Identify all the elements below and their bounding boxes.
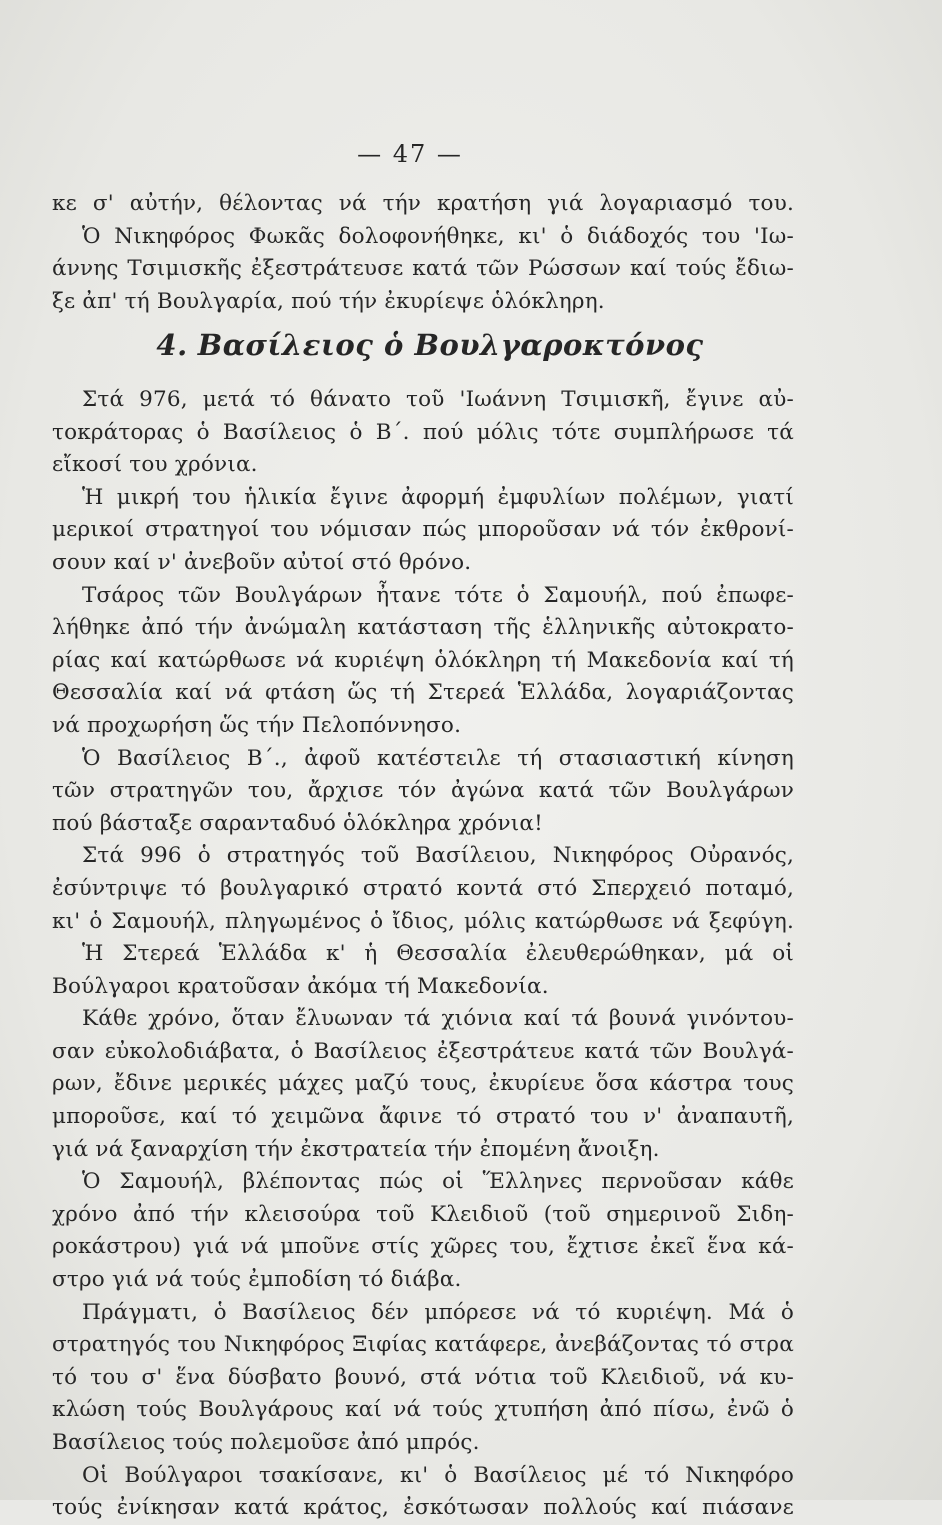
text-line: Ἡ Στερεά Ἑλλάδα κ' ἡ Θεσσαλία ἐλευθερώθηκαν, μά οἱ [82, 941, 794, 967]
text-line: ἐσύντριψε τό βουλγαρικό στρατό κοντά στό Σπερχειό ποταμό, [52, 875, 794, 901]
text-line: κι' ὁ Σαμουήλ, πληγωμένος ὁ ἴδιος, μόλις κατώρθωσε νά ξεφύγη. [52, 908, 794, 934]
text-line: τό του σ' ἕνα δύσβατο βουνό, στά νότια τοῦ Κλειδιοῦ, νά κυ- [52, 1364, 794, 1390]
section-body [52, 384, 794, 1525]
text-line: μποροῦσε, καί τό χειμῶνα ἄφινε τό στρατό του ν' ἀναπαυτῆ, [52, 1104, 794, 1130]
text-line: κλώση τούς Βουλγάρους καί νά τούς χτυπήση ἀπό πίσω, ἐνῶ ὁ [52, 1397, 794, 1423]
text-line: μερικοί στρατηγοί του νόμισαν πώς μποροῦσαν νά τόν ἐκθρονί- [52, 517, 794, 543]
section-heading [0, 328, 860, 362]
text-line: Στά 976, μετά τό θάνατο τοῦ 'Ιωάννη Τσιμισκῆ, ἔγινε αὐ- [82, 387, 794, 412]
text-line: εἴκοσί του χρόνια. [52, 452, 258, 478]
text-line: τούς ἐνίκησαν κατά κράτος, ἐσκότωσαν πολλούς καί πιάσανε [52, 1495, 794, 1521]
text-line: κε σ' αὐτήν, θέλοντας νά τήν κρατήση γιά λογαριασμό του. [52, 191, 794, 216]
text-line: ξε ἀπ' τή Βουλγαρία, πού τήν ἐκυρίεψε ὁλόκληρη. [52, 288, 605, 314]
text-line: τῶν στρατηγῶν του, ἄρχισε τόν ἀγώνα κατά τῶν Βουλγάρων [52, 778, 794, 804]
section-title: Βασίλειος ὁ Βουλγαροκτόνος [197, 328, 704, 362]
text-line: στρο γιά νά τούς ἐμποδίση τό διάβα. [52, 1267, 462, 1293]
text-line: Κάθε χρόνο, ὅταν ἔλυωναν τά χιόνια καί τά βουνά γινόντου- [82, 1006, 794, 1032]
text-line: ροκάστρου) γιά νά μποῦνε στίς χῶρες του, ἔχτισε ἐκεῖ ἕνα κά- [52, 1234, 794, 1260]
text-line: Οἱ Βούλγαροι τσακίσανε, κι' ὁ Βασίλειος μέ τό Νικηφόρο [82, 1462, 794, 1488]
text-line: Ὁ Βασίλειος Β΄., ἀφοῦ κατέστειλε τή στασιαστική κίνηση [82, 745, 794, 771]
text-line: λήθηκε ἀπό τήν ἀνώμαλη κατάσταση τῆς ἑλληνικῆς αὐτοκρατο- [52, 615, 794, 641]
section-number: 4. [156, 328, 188, 362]
text-line: ρίας καί κατώρθωσε νά κυριέψη ὁλόκληρη τή Μακεδονία καί τή [52, 647, 794, 673]
text-line: Πράγματι, ὁ Βασίλειος δέν μπόρεσε νά τό κυριέψη. Μά ὁ [82, 1299, 794, 1325]
text-line: γιά νά ξαναρχίση τήν ἐκστρατεία τήν ἐπομένη ἄνοιξη. [52, 1136, 660, 1162]
text-line: νά προχωρήση ὥς τήν Πελοπόννησο. [52, 712, 462, 738]
text-line: Βασίλειος τούς πολεμοῦσε ἀπό μπρός. [52, 1430, 480, 1455]
intro-paragraphs [52, 188, 794, 318]
text-line: Θεσσαλία καί νά φτάση ὥς τή Στερεά Ἑλλάδα, λογαριάζοντας [52, 680, 794, 706]
text-line: Ὁ Νικηφόρος Φωκᾶς δολοφονήθηκε, κι' ὁ διάδοχός του 'Ιω- [82, 223, 794, 249]
text-line: ρων, ἔδινε μερικές μάχες μαζύ τους, ἐκυρίευε ὅσα κάστρα τους [52, 1071, 794, 1097]
text-line: Στά 996 ὁ στρατηγός τοῦ Βασίλειου, Νικηφόρος Οὐρανός, [82, 843, 794, 869]
text-line: Ἡ μικρή του ἡλικία ἔγινε ἀφορμή ἐμφυλίων πολέμων, γιατί [82, 484, 794, 510]
text-line: πού βάσταξε σαρανταδυό ὁλόκληρα χρόνια! [52, 810, 543, 836]
text-line: σαν εὐκολοδιάβατα, ὁ Βασίλειος ἐξεστράτευε κατά τῶν Βουλγά- [52, 1038, 794, 1064]
text-line: Τσάρος τῶν Βουλγάρων ἦτανε τότε ὁ Σαμουήλ, πού ἐπωφε- [82, 582, 794, 608]
text-line: Βούλγαροι κρατοῦσαν ἀκόμα τή Μακεδονία. [52, 973, 549, 999]
text-line: Ὁ Σαμουήλ, βλέποντας πώς οἱ Ἕλληνες περνοῦσαν κάθε [82, 1169, 794, 1195]
page-number: — 47 — [357, 140, 463, 168]
text-line: στρατηγός του Νικηφόρος Ξιφίας κατάφερε, ἀνεβάζοντας τό στρα [52, 1332, 794, 1358]
text-line: άννης Τσιμισκῆς ἐξεστράτευσε κατά τῶν Ρώσσων καί τούς ἔδιω- [52, 256, 794, 282]
text-line: χρόνο ἀπό τήν κλεισούρα τοῦ Κλειδιοῦ (τοῦ σημερινοῦ Σιδη- [52, 1201, 794, 1227]
text-line: τοκράτορας ὁ Βασίλειος ὁ Β΄. πού μόλις τότε συμπλήρωσε τά [52, 419, 794, 445]
text-line: σουν καί ν' ἀνεβοῦν αὐτοί στό θρόνο. [52, 549, 472, 575]
